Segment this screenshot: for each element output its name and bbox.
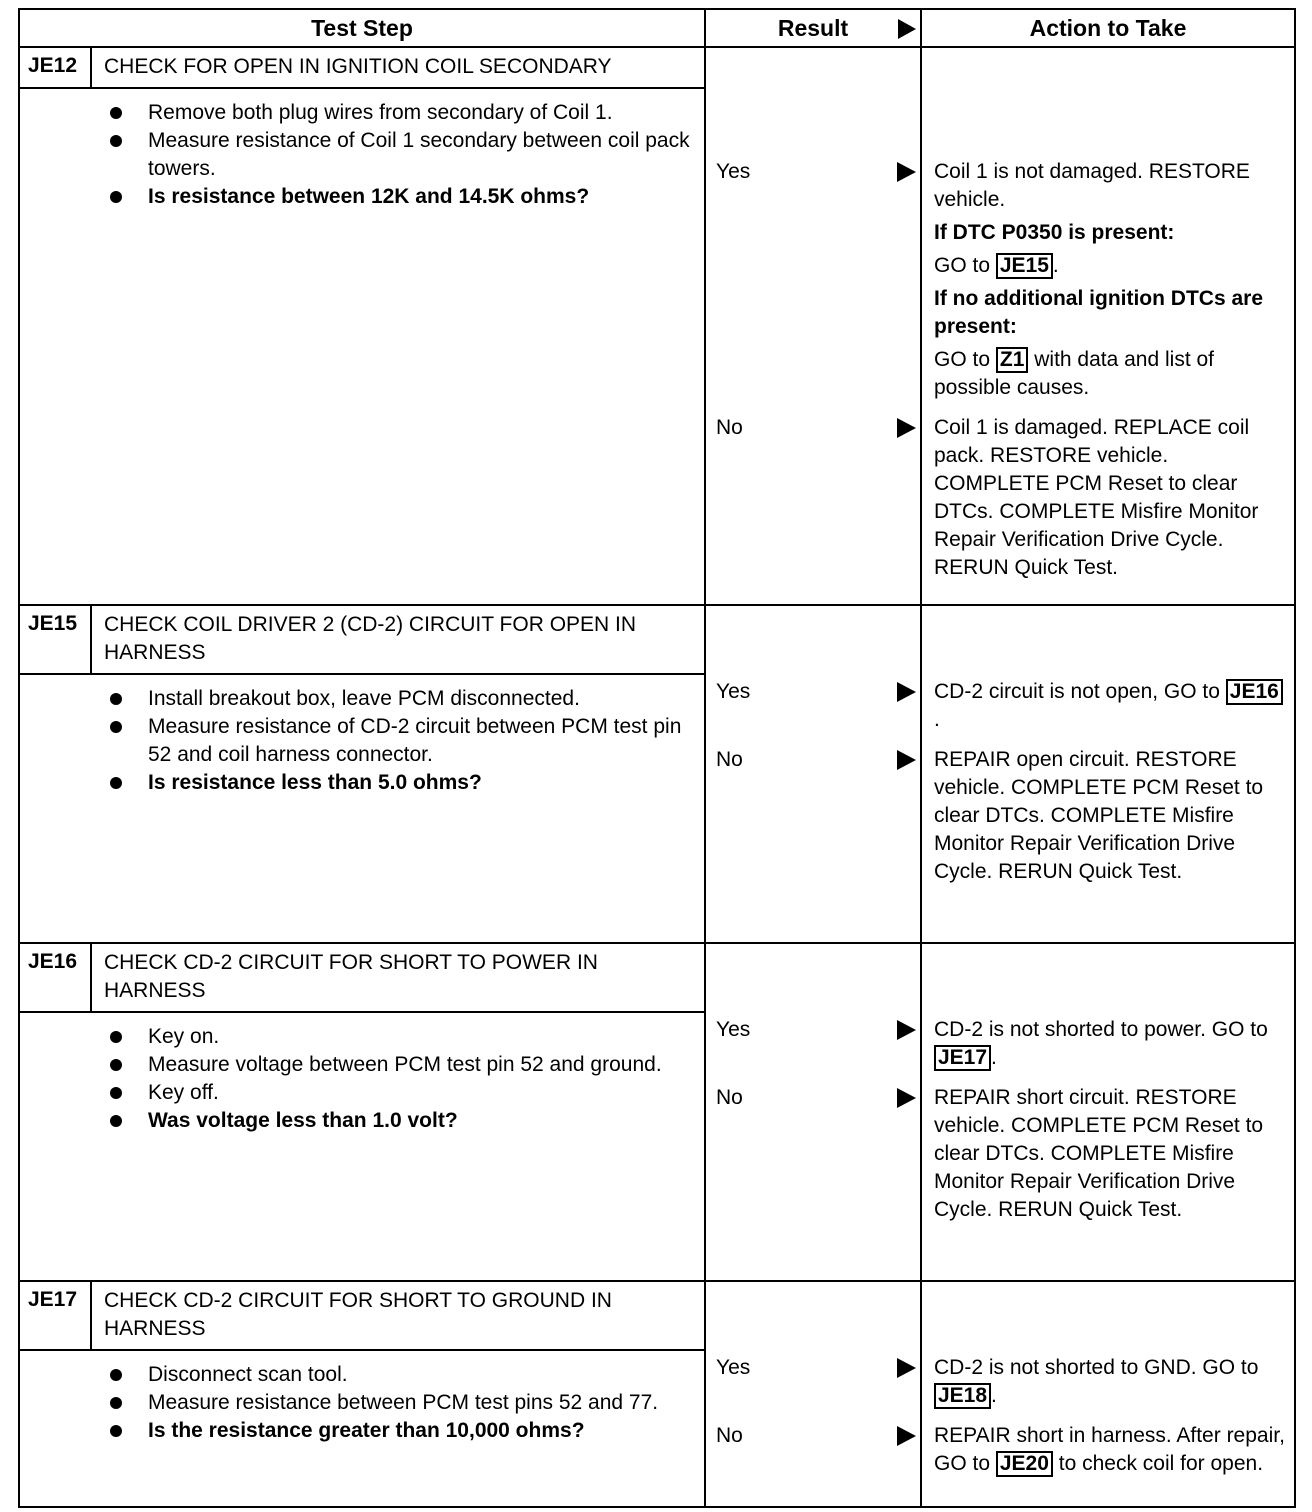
step-header bbox=[20, 48, 706, 89]
step-bullets bbox=[20, 1013, 704, 1145]
bullet-question: Is resistance less than 5.0 ohms? bbox=[20, 769, 694, 797]
step-bullets bbox=[20, 675, 704, 807]
bullet-item: Measure resistance of CD-2 circuit between PCM test pin 52 and coil harness connector. bbox=[20, 713, 694, 769]
action-goto bbox=[934, 346, 1288, 402]
result-cell bbox=[705, 1281, 921, 1507]
step-ref-link[interactable]: JE18 bbox=[934, 1383, 991, 1409]
goto-text: with data and list of possible causes. bbox=[934, 348, 1215, 399]
step-ref-link[interactable]: Z1 bbox=[996, 347, 1029, 373]
result-yes bbox=[716, 678, 916, 706]
action-text: Coil 1 is not damaged. RESTORE vehicle. bbox=[934, 160, 1250, 211]
result-yes-label: Yes bbox=[716, 1018, 751, 1041]
action-condition: If DTC P0350 is present: bbox=[934, 221, 1175, 244]
step-row-je12 bbox=[19, 47, 1295, 605]
action-no bbox=[934, 1422, 1288, 1478]
result-no bbox=[716, 746, 916, 774]
action-text: REPAIR open circuit. RESTORE vehicle. COMPLETE PCM Reset to clear DTCs. COMPLETE Misfire Monitor Repair Verification Drive Cycle. RERUN Quick Test. bbox=[934, 748, 1264, 883]
step-ref-link[interactable]: JE20 bbox=[996, 1451, 1053, 1477]
step-title: CHECK CD-2 CIRCUIT FOR SHORT TO GROUND IN HARNESS bbox=[104, 1289, 612, 1340]
action-no bbox=[934, 1084, 1288, 1224]
result-no-label: No bbox=[716, 748, 743, 771]
header-result bbox=[705, 9, 921, 47]
step-id: JE16 bbox=[20, 944, 92, 1011]
result-yes bbox=[716, 1016, 916, 1044]
header-result-label: Result bbox=[777, 14, 849, 41]
diagnostic-table bbox=[18, 8, 1296, 1508]
step-header bbox=[20, 606, 706, 675]
result-no bbox=[716, 1084, 916, 1112]
arrow-right-icon bbox=[897, 418, 916, 438]
header-action: Action to Take bbox=[921, 9, 1295, 47]
arrow-right-icon bbox=[897, 1020, 916, 1040]
action-cell bbox=[921, 605, 1295, 943]
step-row-je15 bbox=[19, 605, 1295, 943]
test-step-cell bbox=[19, 605, 705, 943]
result-cell bbox=[705, 943, 921, 1281]
goto-text: CD-2 is not shorted to power. GO to bbox=[934, 1018, 1268, 1041]
goto-text: GO to bbox=[934, 348, 991, 371]
bullet-item: Install breakout box, leave PCM disconnected. bbox=[20, 685, 694, 713]
bullet-item: Key on. bbox=[20, 1023, 694, 1051]
result-yes-label: Yes bbox=[716, 1356, 751, 1379]
step-title: CHECK COIL DRIVER 2 (CD-2) CIRCUIT FOR OPEN IN HARNESS bbox=[104, 613, 637, 664]
action-yes bbox=[934, 1354, 1288, 1410]
result-yes-label: Yes bbox=[716, 160, 751, 183]
action-goto bbox=[934, 678, 1288, 734]
bullet-item: Disconnect scan tool. bbox=[20, 1361, 694, 1389]
step-ref-link[interactable]: JE15 bbox=[996, 253, 1053, 279]
result-no bbox=[716, 414, 916, 442]
result-yes bbox=[716, 1354, 916, 1382]
bullet-question: Was voltage less than 1.0 volt? bbox=[20, 1107, 694, 1135]
step-id: JE17 bbox=[20, 1282, 92, 1349]
arrow-right-icon bbox=[897, 162, 916, 182]
action-cell bbox=[921, 1281, 1295, 1507]
action-yes bbox=[934, 678, 1288, 734]
arrow-right-icon bbox=[897, 1358, 916, 1378]
action-no bbox=[934, 414, 1288, 582]
result-no-label: No bbox=[716, 1086, 743, 1109]
arrow-right-icon bbox=[897, 1088, 916, 1108]
result-no-label: No bbox=[716, 1424, 743, 1447]
action-goto bbox=[934, 1016, 1288, 1072]
result-yes-label: Yes bbox=[716, 680, 751, 703]
action-cell bbox=[921, 943, 1295, 1281]
test-step-cell bbox=[19, 1281, 705, 1507]
result-yes bbox=[716, 158, 916, 186]
action-cell bbox=[921, 47, 1295, 605]
bullet-question: Is the resistance greater than 10,000 ohms? bbox=[20, 1417, 694, 1445]
action-goto bbox=[934, 252, 1288, 280]
step-row-je16 bbox=[19, 943, 1295, 1281]
step-id: JE12 bbox=[20, 48, 92, 87]
action-goto bbox=[934, 1422, 1288, 1478]
arrow-right-icon bbox=[897, 1426, 916, 1446]
step-header bbox=[20, 1282, 706, 1351]
step-header bbox=[20, 944, 706, 1013]
test-step-cell bbox=[19, 47, 705, 605]
action-text: Coil 1 is damaged. REPLACE coil pack. RESTORE vehicle. COMPLETE PCM Reset to clear DTCs. COMPLETE Misfire Monitor Repair Verification Drive Cycle. RERUN Quick Test. bbox=[934, 416, 1259, 579]
step-title: CHECK FOR OPEN IN IGNITION COIL SECONDARY bbox=[104, 55, 612, 78]
action-condition: If no additional ignition DTCs are present: bbox=[934, 287, 1263, 338]
action-yes bbox=[934, 1016, 1288, 1072]
result-cell bbox=[705, 47, 921, 605]
test-step-cell bbox=[19, 943, 705, 1281]
goto-text: . bbox=[991, 1046, 997, 1069]
step-ref-link[interactable]: JE17 bbox=[934, 1045, 991, 1071]
goto-text: CD-2 circuit is not open, GO to bbox=[934, 680, 1220, 703]
action-text: REPAIR short circuit. RESTORE vehicle. COMPLETE PCM Reset to clear DTCs. COMPLETE Misfire Monitor Repair Verification Drive Cycle. RERUN Quick Test. bbox=[934, 1086, 1264, 1221]
bullet-item: Measure resistance between PCM test pins 52 and 77. bbox=[20, 1389, 694, 1417]
result-cell bbox=[705, 605, 921, 943]
bullet-question: Is resistance between 12K and 14.5K ohms? bbox=[20, 183, 694, 211]
arrow-right-icon bbox=[897, 750, 916, 770]
result-no-label: No bbox=[716, 416, 743, 439]
step-row-je17 bbox=[19, 1281, 1295, 1507]
goto-text: to check coil for open. bbox=[1058, 1452, 1264, 1475]
goto-text: GO to bbox=[934, 254, 991, 277]
bullet-item: Measure voltage between PCM test pin 52 and ground. bbox=[20, 1051, 694, 1079]
step-bullets bbox=[20, 89, 704, 221]
arrow-right-icon bbox=[898, 19, 916, 39]
goto-text: . bbox=[1052, 254, 1059, 277]
bullet-item: Measure resistance of Coil 1 secondary between coil pack towers. bbox=[20, 127, 694, 183]
step-ref-link[interactable]: JE16 bbox=[1226, 679, 1283, 705]
arrow-right-icon bbox=[897, 682, 916, 702]
bullet-item: Remove both plug wires from secondary of Coil 1. bbox=[20, 99, 694, 127]
goto-text: CD-2 is not shorted to GND. GO to bbox=[934, 1356, 1259, 1379]
goto-text: . bbox=[991, 1384, 997, 1407]
goto-text: REPAIR short in harness. After repair, GO to bbox=[934, 1424, 1285, 1475]
result-no bbox=[716, 1422, 916, 1450]
header-test-step: Test Step bbox=[19, 9, 705, 47]
goto-text: . bbox=[934, 708, 940, 731]
action-no bbox=[934, 746, 1288, 886]
header-row bbox=[19, 9, 1295, 47]
bullet-item: Key off. bbox=[20, 1079, 694, 1107]
action-yes bbox=[934, 158, 1288, 402]
step-bullets bbox=[20, 1351, 704, 1455]
step-id: JE15 bbox=[20, 606, 92, 673]
action-goto bbox=[934, 1354, 1288, 1410]
step-title: CHECK CD-2 CIRCUIT FOR SHORT TO POWER IN HARNESS bbox=[104, 951, 598, 1002]
